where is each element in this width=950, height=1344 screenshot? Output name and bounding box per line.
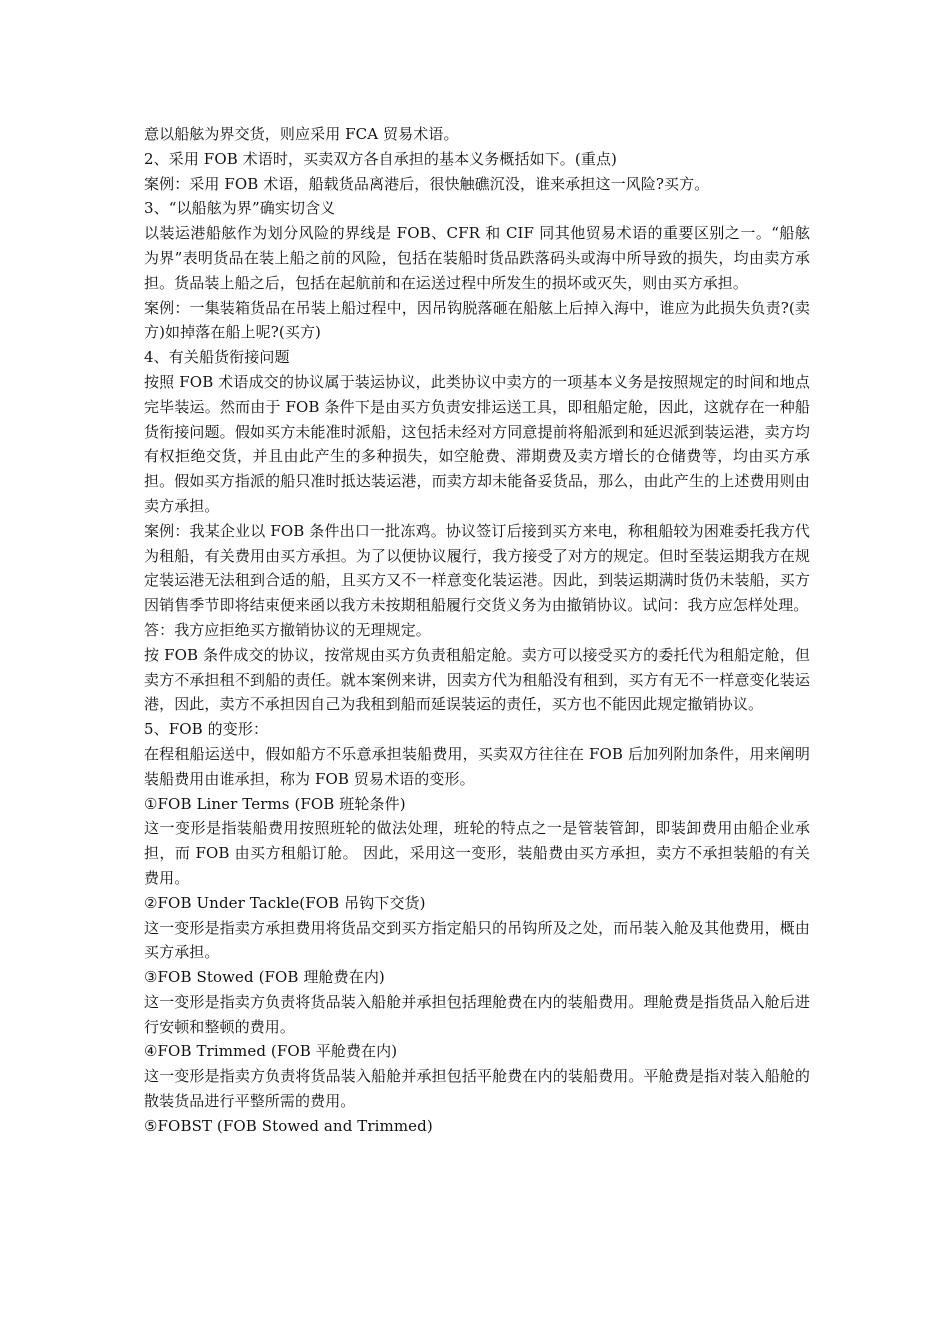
paragraph: 这一变形是指卖方负责将货品装入船舱并承担包括平舱费在内的装船费用。平舱费是指对装入船舱的散装货品进行平整所需的费用。 [144, 1067, 810, 1111]
paragraph: 在程租船运送中，假如船方不乐意承担装船费用，买卖双方往往在 FOB 后加列附加条件，用来阐明装船费用由谁承担，称为 FOB 贸易术语的变形。 [144, 744, 810, 788]
paragraph: 这一变形是指卖方承担费用将货品交到买方指定船只的吊钩所及之处，而吊装入舱及其他费用，概由买方承担。 [144, 918, 810, 962]
variant-heading: ⑤FOBST (FOB Stowed and Trimmed) [144, 1116, 433, 1135]
variant-heading: ②FOB Under Tackle(FOB 吊钩下交货) [144, 893, 426, 912]
case-paragraph: 案例：我某企业以 FOB 条件出口一批冻鸡。协议签订后接到买方来电，称租船较为困难委托我方代为租船，有关费用由买方承担。为了以便协议履行，我方接受了对方的规定。但时至装运期我方在规定装运港无法租到合适的船，且买方又不一样意变化装运港。因此，到装运期满时货仍未装船，买方因销售季节即将结束便来函以我方未按期租船履行交货义务为由撤销协议。试问：我方应怎样处理。 [144, 521, 810, 615]
paragraph: 以装运港船舷作为划分风险的界线是 FOB、CFR 和 CIF 同其他贸易术语的重要区别之一。“船舷为界”表明货品在装上船之前的风险，包括在装船时货品跌落码头或海中所导致的损失，均由卖方承担。货品装上船之后，包括在起航前和在运送过程中所发生的损坏或灭失，则由买方承担。 [144, 224, 810, 292]
variant-heading: ①FOB Liner Terms (FOB 班轮条件) [144, 794, 406, 813]
section-heading: 2、采用 FOB 术语时，买卖双方各自承担的基本义务概括如下。(重点) [144, 149, 618, 168]
paragraph: 这一变形是指装船费用按照班轮的做法处理，班轮的特点之一是管装管卸，即装卸费用由船企业承担，而 FOB 由买方租船订舱。 因此，采用这一变形，装船费由买方承担，卖方不承担装船的有关费用。 [144, 819, 810, 887]
paragraph: 意以船舷为界交货，则应采用 FCA 贸易术语。 [144, 125, 459, 143]
variant-heading: ③FOB Stowed (FOB 理舱费在内) [144, 968, 385, 987]
paragraph: 按 FOB 条件成交的协议，按常规由买方负责租船定舱。卖方可以接受买方的委托代为租船定舱，但卖方不承担租不到船的责任。就本案例来讲，因卖方代为租船没有租到，买方有无不一样意变化装运港，因此，卖方不承担因自己为我租到船而延误装运的责任，买方也不能因此规定撤销协议。 [144, 645, 810, 714]
case-paragraph: 案例：一集装箱货品在吊装上船过程中，因吊钩脱落砸在船舷上后掉入海中，谁应为此损失负责?(卖方)如掉落在船上呢?(买方) [144, 298, 810, 342]
variant-heading: ④FOB Trimmed (FOB 平舱费在内) [144, 1042, 398, 1061]
paragraph: 这一变形是指卖方负责将货品装入船舱并承担包括理舱费在内的装船费用。理舱费是指货品入舱后进行安顿和整顿的费用。 [144, 992, 810, 1036]
document-body [144, 122, 810, 1139]
section-heading: 4、有关船货衔接问题 [144, 348, 290, 367]
paragraph: 按照 FOB 术语成交的协议属于装运协议，此类协议中卖方的一项基本义务是按照规定的时间和地点完毕装运。然而由于 FOB 条件下是由买方负责安排运送工具，即租船定舱，因此，这就存在一种船货衔接问题。假如买方未能准时派船，这包括未经对方同意提前将船派到和延迟派到装运港，卖方均有权拒绝交货，并且由此产生的多种损失，如空舱费、滞期费及卖方增长的仓储费等，均由买方承担。假如买方指派的船只准时抵达装运港，而卖方却未能备妥货品，那么，由此产生的上述费用则由卖方承担。 [144, 372, 810, 515]
case-paragraph: 案例：采用 FOB 术语，船载货品离港后，很快触礁沉没，谁来承担这一风险?买方。 [144, 174, 710, 193]
section-heading: 5、FOB 的变形： [144, 720, 269, 739]
section-heading: 3、“以船舷为界”确实切含义 [144, 199, 336, 218]
answer-paragraph: 答：我方应拒绝买方撤销协议的无理规定。 [144, 620, 431, 639]
